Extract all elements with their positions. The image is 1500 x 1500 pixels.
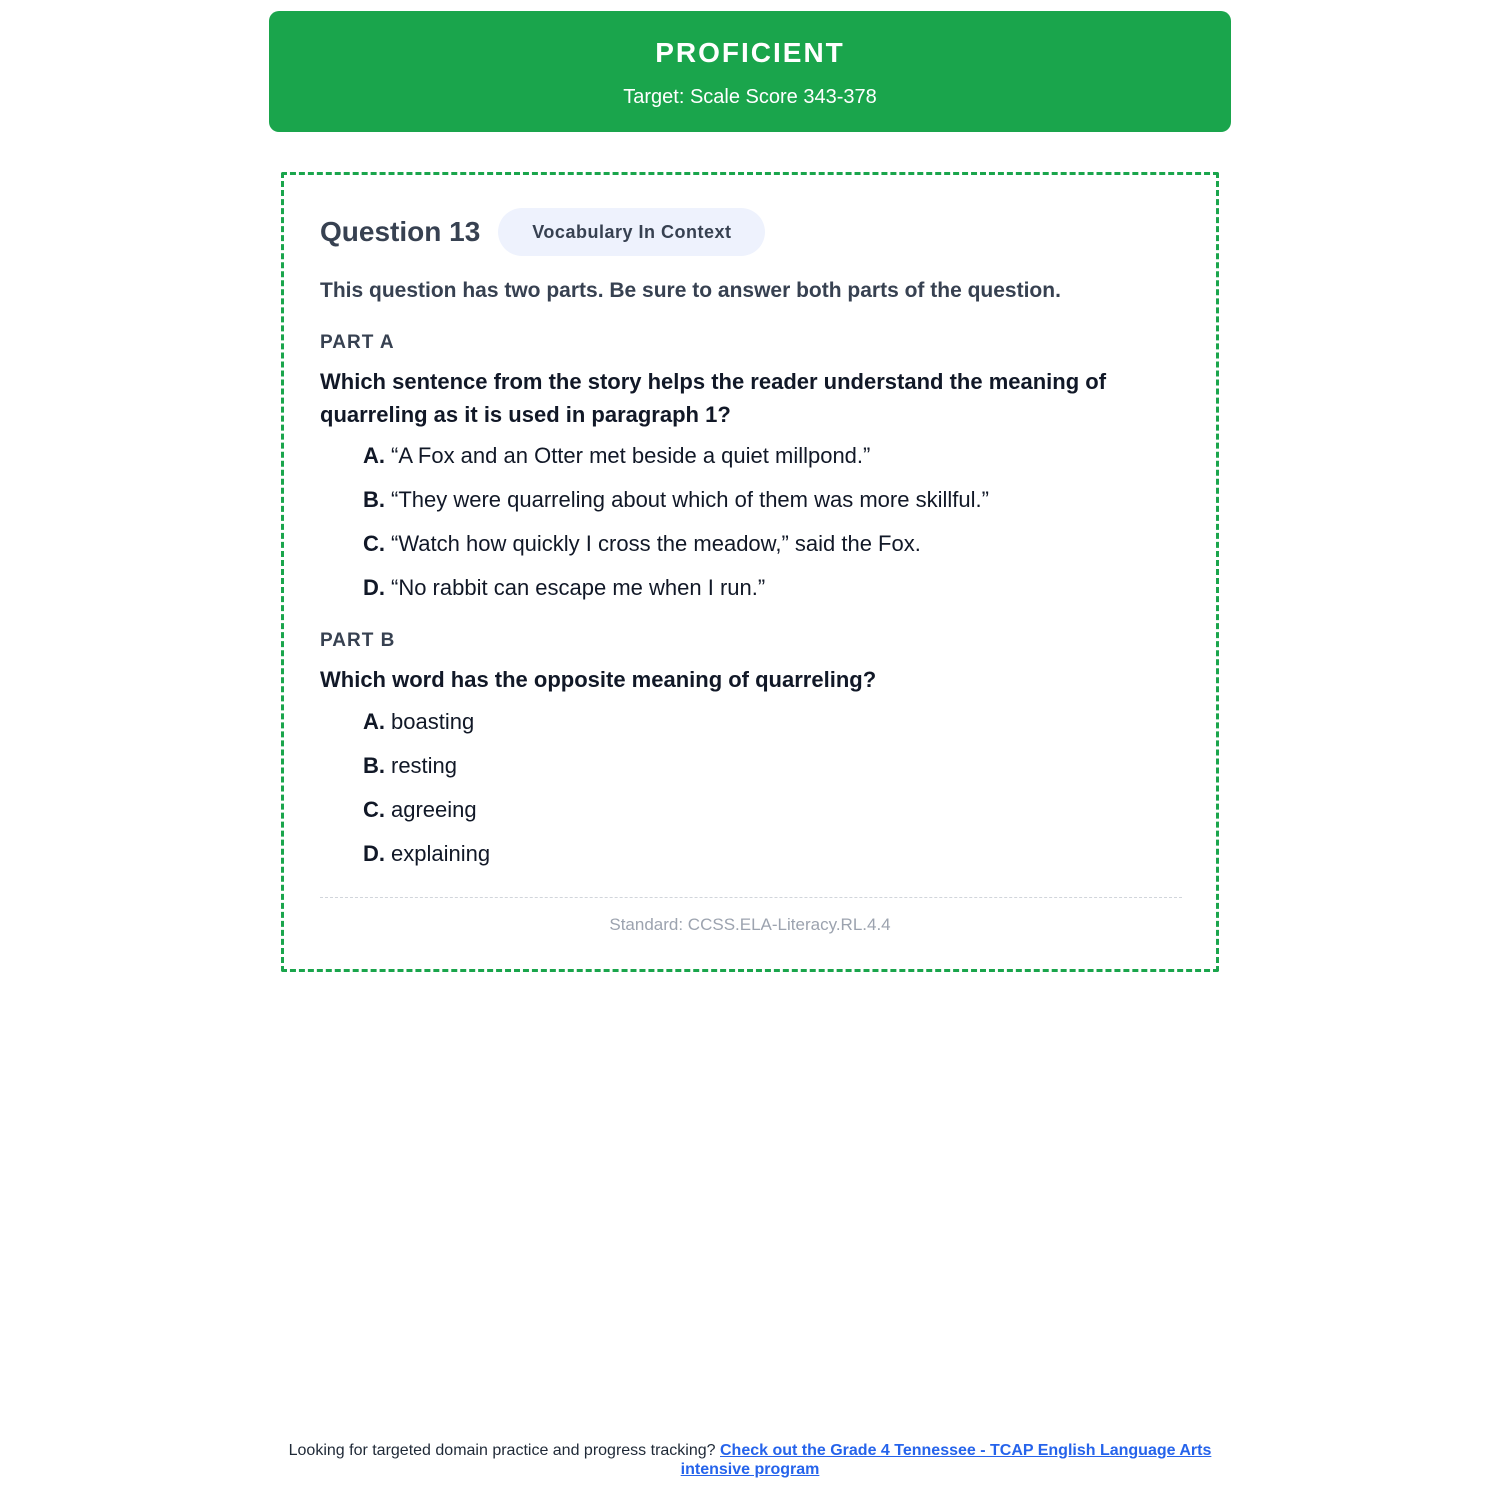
question-header <box>320 207 765 257</box>
option-text: explaining <box>391 841 491 866</box>
footer-text: Looking for targeted domain practice and progress tracking? <box>288 1442 716 1459</box>
part-b-label: PART B <box>320 630 396 651</box>
divider <box>320 897 1182 898</box>
option-letter: D. <box>363 841 385 866</box>
answer-option[interactable] <box>363 707 490 751</box>
option-letter: A. <box>363 709 385 734</box>
part-a-label: PART A <box>320 332 395 353</box>
question-number: Question 13 <box>320 216 481 247</box>
target-score: Target: Scale Score 343-378 <box>623 86 877 108</box>
option-text: “They were quarreling about which of them was more skillful.” <box>391 487 989 512</box>
option-letter: D. <box>363 575 385 600</box>
part-a-options <box>363 441 989 617</box>
answer-option[interactable] <box>363 795 490 839</box>
option-text: “A Fox and an Otter met beside a quiet millpond.” <box>391 443 871 468</box>
program-link[interactable]: Check out the Grade 4 Tennessee - TCAP English Language Arts intensive program <box>680 1442 1212 1478</box>
part-a-prompt: Which sentence from the story helps the reader understand the meaning of quarreling as it is used in paragraph 1? <box>320 369 1107 427</box>
answer-option[interactable] <box>363 839 490 883</box>
answer-option[interactable] <box>363 573 989 617</box>
question-instructions: This question has two parts. Be sure to answer both parts of the question. <box>320 279 1061 302</box>
option-letter: C. <box>363 531 385 556</box>
option-text: agreeing <box>391 797 477 822</box>
level-banner <box>269 11 1231 132</box>
option-text: “Watch how quickly I cross the meadow,” said the Fox. <box>391 531 921 556</box>
option-letter: C. <box>363 797 385 822</box>
answer-option[interactable] <box>363 529 989 573</box>
answer-option[interactable] <box>363 441 989 485</box>
answer-option[interactable] <box>363 751 490 795</box>
part-b-prompt: Which word has the opposite meaning of quarreling? <box>320 667 877 692</box>
answer-option[interactable] <box>363 485 989 529</box>
question-card <box>281 172 1219 972</box>
option-text: resting <box>391 753 458 778</box>
option-letter: A. <box>363 443 385 468</box>
category-badge: Vocabulary In Context <box>498 208 765 256</box>
footer <box>269 1441 1231 1479</box>
part-b-options <box>363 707 490 883</box>
option-letter: B. <box>363 753 385 778</box>
option-letter: B. <box>363 487 385 512</box>
option-text: “No rabbit can escape me when I run.” <box>391 575 766 600</box>
option-text: boasting <box>391 709 475 734</box>
standard-label: Standard: CCSS.ELA-Literacy.RL.4.4 <box>609 915 891 934</box>
level-title: PROFICIENT <box>655 37 845 68</box>
